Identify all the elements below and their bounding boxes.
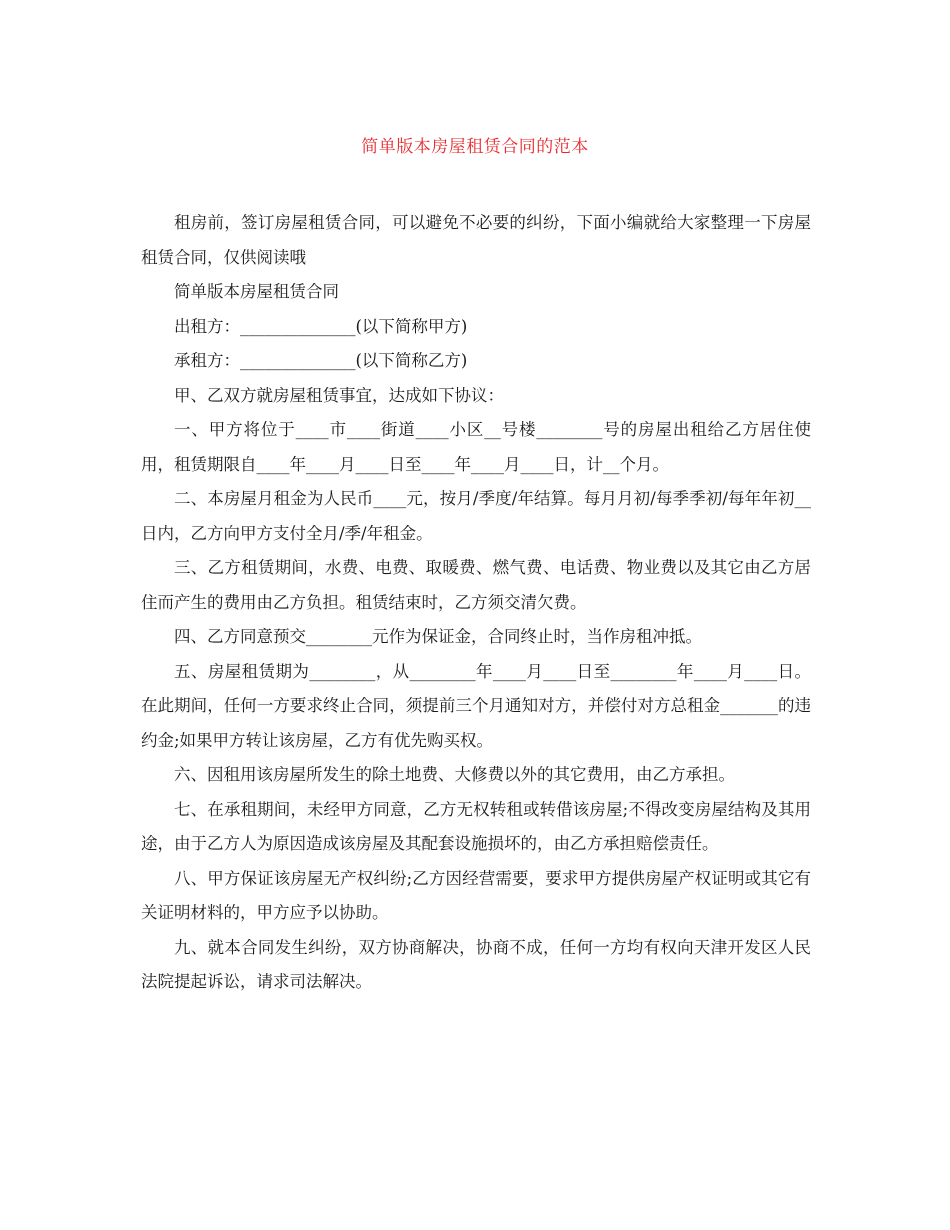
clause-4: 四、乙方同意预交________元作为保证金，合同终止时，当作房租冲抵。 [174, 627, 702, 646]
document-body [141, 206, 811, 1000]
lessee-line: 承租方：______________(以下简称乙方) [174, 351, 468, 370]
contract-heading: 简单版本房屋租赁合同 [174, 282, 339, 301]
document-title: 简单版本房屋租赁合同的范本 [361, 137, 589, 157]
clause-3: 三、乙方租赁期间，水费、电费、取暖费、燃气费、电话费、物业费以及其它由乙方居住而产生的费用由乙方负担。租赁结束时，乙方须交清欠费。 [141, 558, 811, 612]
clause-9: 九、就本合同发生纠纷，双方协商解决，协商不成，任何一方均有权向天津开发区人民法院提起诉讼，请求司法解决。 [141, 937, 811, 991]
clause-5: 五、房屋租赁期为________，从________年____月____日至________年____月____日。在此期间，任何一方要求终止合同，须提前三个月通知对方，并偿付对方总租金_______的违约金;如果甲方转让该房屋，乙方有优先购买权。 [141, 661, 811, 750]
clause-7: 七、在承租期间，未经甲方同意，乙方无权转租或转借该房屋;不得改变房屋结构及其用途，由于乙方人为原因造成该房屋及其配套设施损坏的，由乙方承担赔偿责任。 [141, 799, 811, 853]
clause-6: 六、因租用该房屋所发生的除土地费、大修费以外的其它费用，由乙方承担。 [174, 765, 735, 784]
intro-paragraph: 租房前，签订房屋租赁合同，可以避免不必要的纠纷，下面小编就给大家整理一下房屋租赁合同，仅供阅读哦 [141, 213, 811, 267]
clause-1: 一、甲方将位于____市____街道____小区__号楼________号的房屋出租给乙方居住使用，租赁期限自____年____月____日至____年____月____日，计__个月。 [141, 420, 811, 474]
agreement-preamble: 甲、乙双方就房屋租赁事宜，达成如下协议： [174, 385, 504, 405]
clause-2: 二、本房屋月租金为人民币____元，按月/季度/年结算。每月月初/每季季初/每年年初__日内，乙方向甲方支付全月/季/年租金。 [141, 489, 811, 543]
lessor-line: 出租方：______________(以下简称甲方) [174, 316, 468, 336]
clause-8: 八、甲方保证该房屋无产权纠纷;乙方因经营需要，要求甲方提供房屋产权证明或其它有关证明材料的，甲方应予以协助。 [141, 868, 811, 922]
